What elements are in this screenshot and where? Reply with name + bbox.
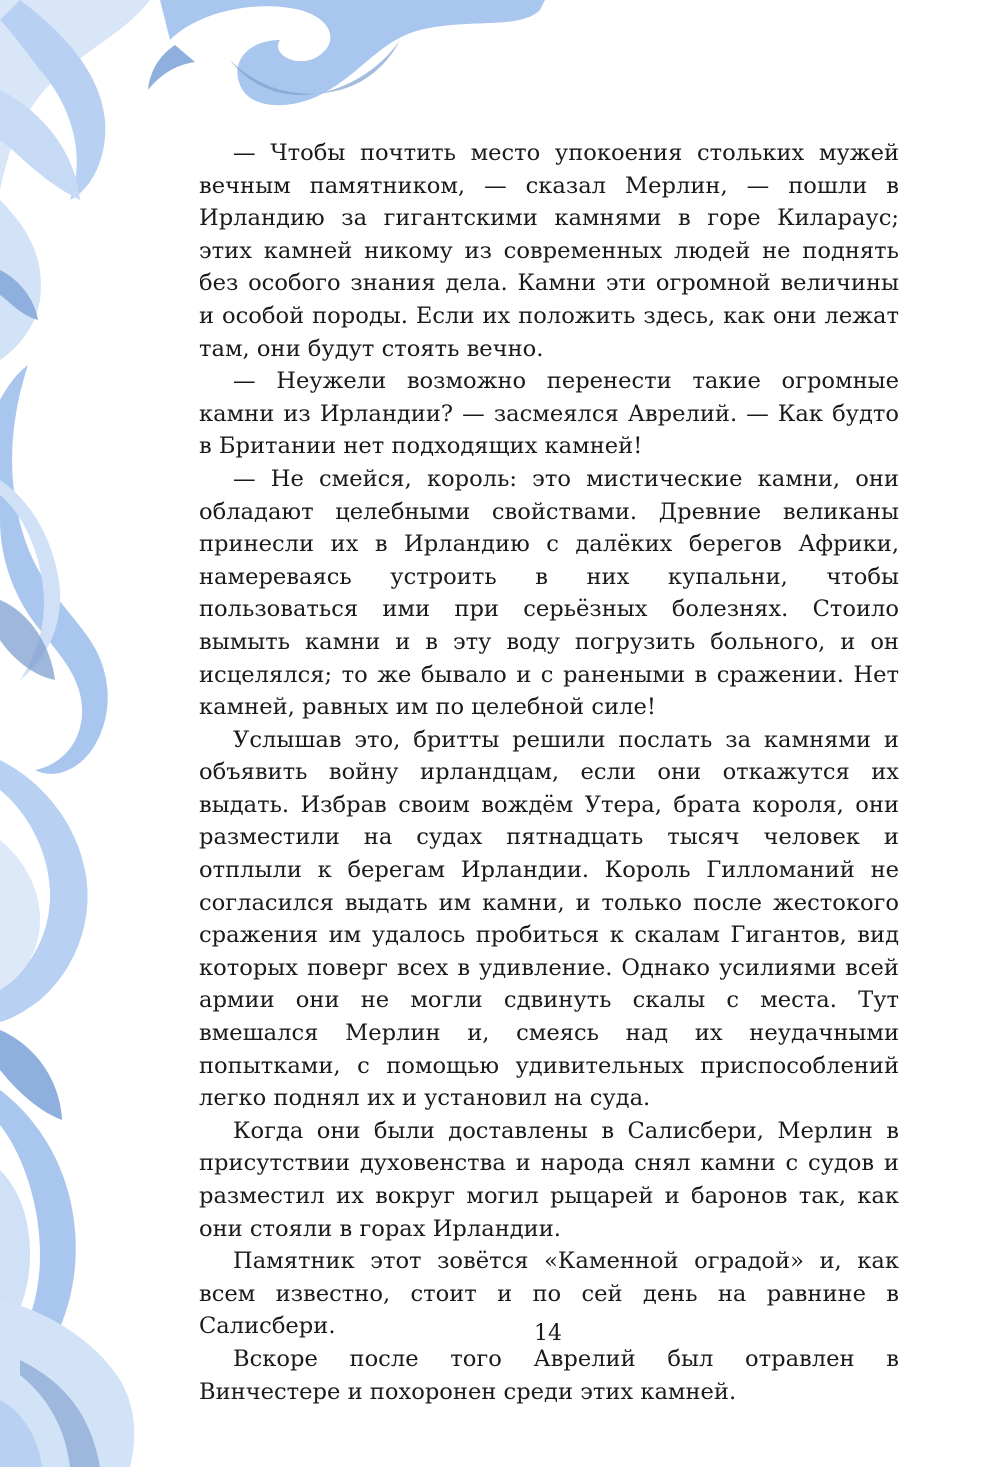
ornament-leaf — [0, 1400, 42, 1467]
story-text — [199, 137, 899, 1408]
page-number: 14 — [534, 1321, 562, 1346]
ornament-swirl — [0, 480, 60, 680]
paragraph-stone-enclosure: Памятник этот зовётся «Каменной оградой» и, как всем известно, стоит и по сей день на равнине в Салисбери. — [199, 1248, 899, 1340]
ornament-leaf — [0, 600, 55, 680]
paragraph-aurelius-reply: — Неужели возможно перенести такие огромные камни из Ирландии? — засмеялся Аврелий. — Как будто в Британии нет подходящих камней! — [199, 368, 899, 460]
ornament-swirl — [0, 840, 40, 990]
ornament-swirl — [0, 1090, 76, 1415]
paragraph-expedition: Услышав это, бритты решили послать за камнями и объявить войну ирландцам, если они откажутся их выдать. Избрав своим вождём Утера, брата короля, они разместили на судах пятнадцать тысяч человек и отплыли к берегам Ирландии. Король Гилломаний не согласился выдать им камни, и только после жестокого сражения им удалось пробиться к скалам Гигантов, вид которых поверг всех в удивление. Однако усилиями всей армии они не могли сдвинуть скалы с места. Тут вмешался Мерлин и, смеясь над их неудачными попытками, с помощью удивительных приспособлений легко поднял их и установил на суда. — [199, 726, 899, 1112]
ornament-swirl — [0, 365, 108, 774]
paragraph-mystic-stones: — Не смейся, король: это мистические камни, они обладают целебными свойствами. Древние великаны принесли их в Ирландию с далёких берегов Африки, намереваясь устроить в них купальни, чтобы пользоваться ими при серьёзных болезнях. Стоило вымыть камни и в эту воду погрузить больного, и он исцелялся; то же бывало и с ранеными в сражении. Нет камней, равных им по целебной силе! — [199, 465, 899, 721]
paragraph-salisbury: Когда они были доставлены в Салисбери, Мерлин в присутствии духовенства и народа снял камни с судов и разместил их вокруг могил рыцарей и баронов так, как они стояли в горах Ирландии. — [199, 1117, 899, 1242]
ornament-scroll — [160, 0, 545, 105]
ornament-scroll — [230, 40, 400, 95]
ornament-swirl — [0, 1170, 30, 1340]
ornament-swirl — [0, 760, 88, 1022]
ornament-leaf — [0, 90, 80, 200]
ornament-leaf — [0, 200, 41, 360]
paragraph-merlin-speech: — Чтобы почтить место упокоения стольких мужей вечным памятником, — сказал Мерлин, — пошли в Ирландию за гигантскими камнями в горе Килараус; этих камней никому из современных людей не поднять без особого знания дела. Камни эти огромной величины и особой породы. Если их положить здесь, как они лежат там, они будут стоять вечно. — [199, 140, 899, 362]
ornament-leaf — [0, 270, 38, 320]
paragraph-aurelius-death: Вскоре после того Аврелий был отравлен в Винчестере и похоронен среди этих камней. — [199, 1345, 899, 1405]
ornament-leaf — [0, 0, 105, 200]
ornament-scroll — [148, 45, 195, 90]
ornament-leaf — [20, 1360, 100, 1467]
ornament-leaf — [0, 0, 150, 190]
ornament-leaf — [0, 1030, 62, 1120]
